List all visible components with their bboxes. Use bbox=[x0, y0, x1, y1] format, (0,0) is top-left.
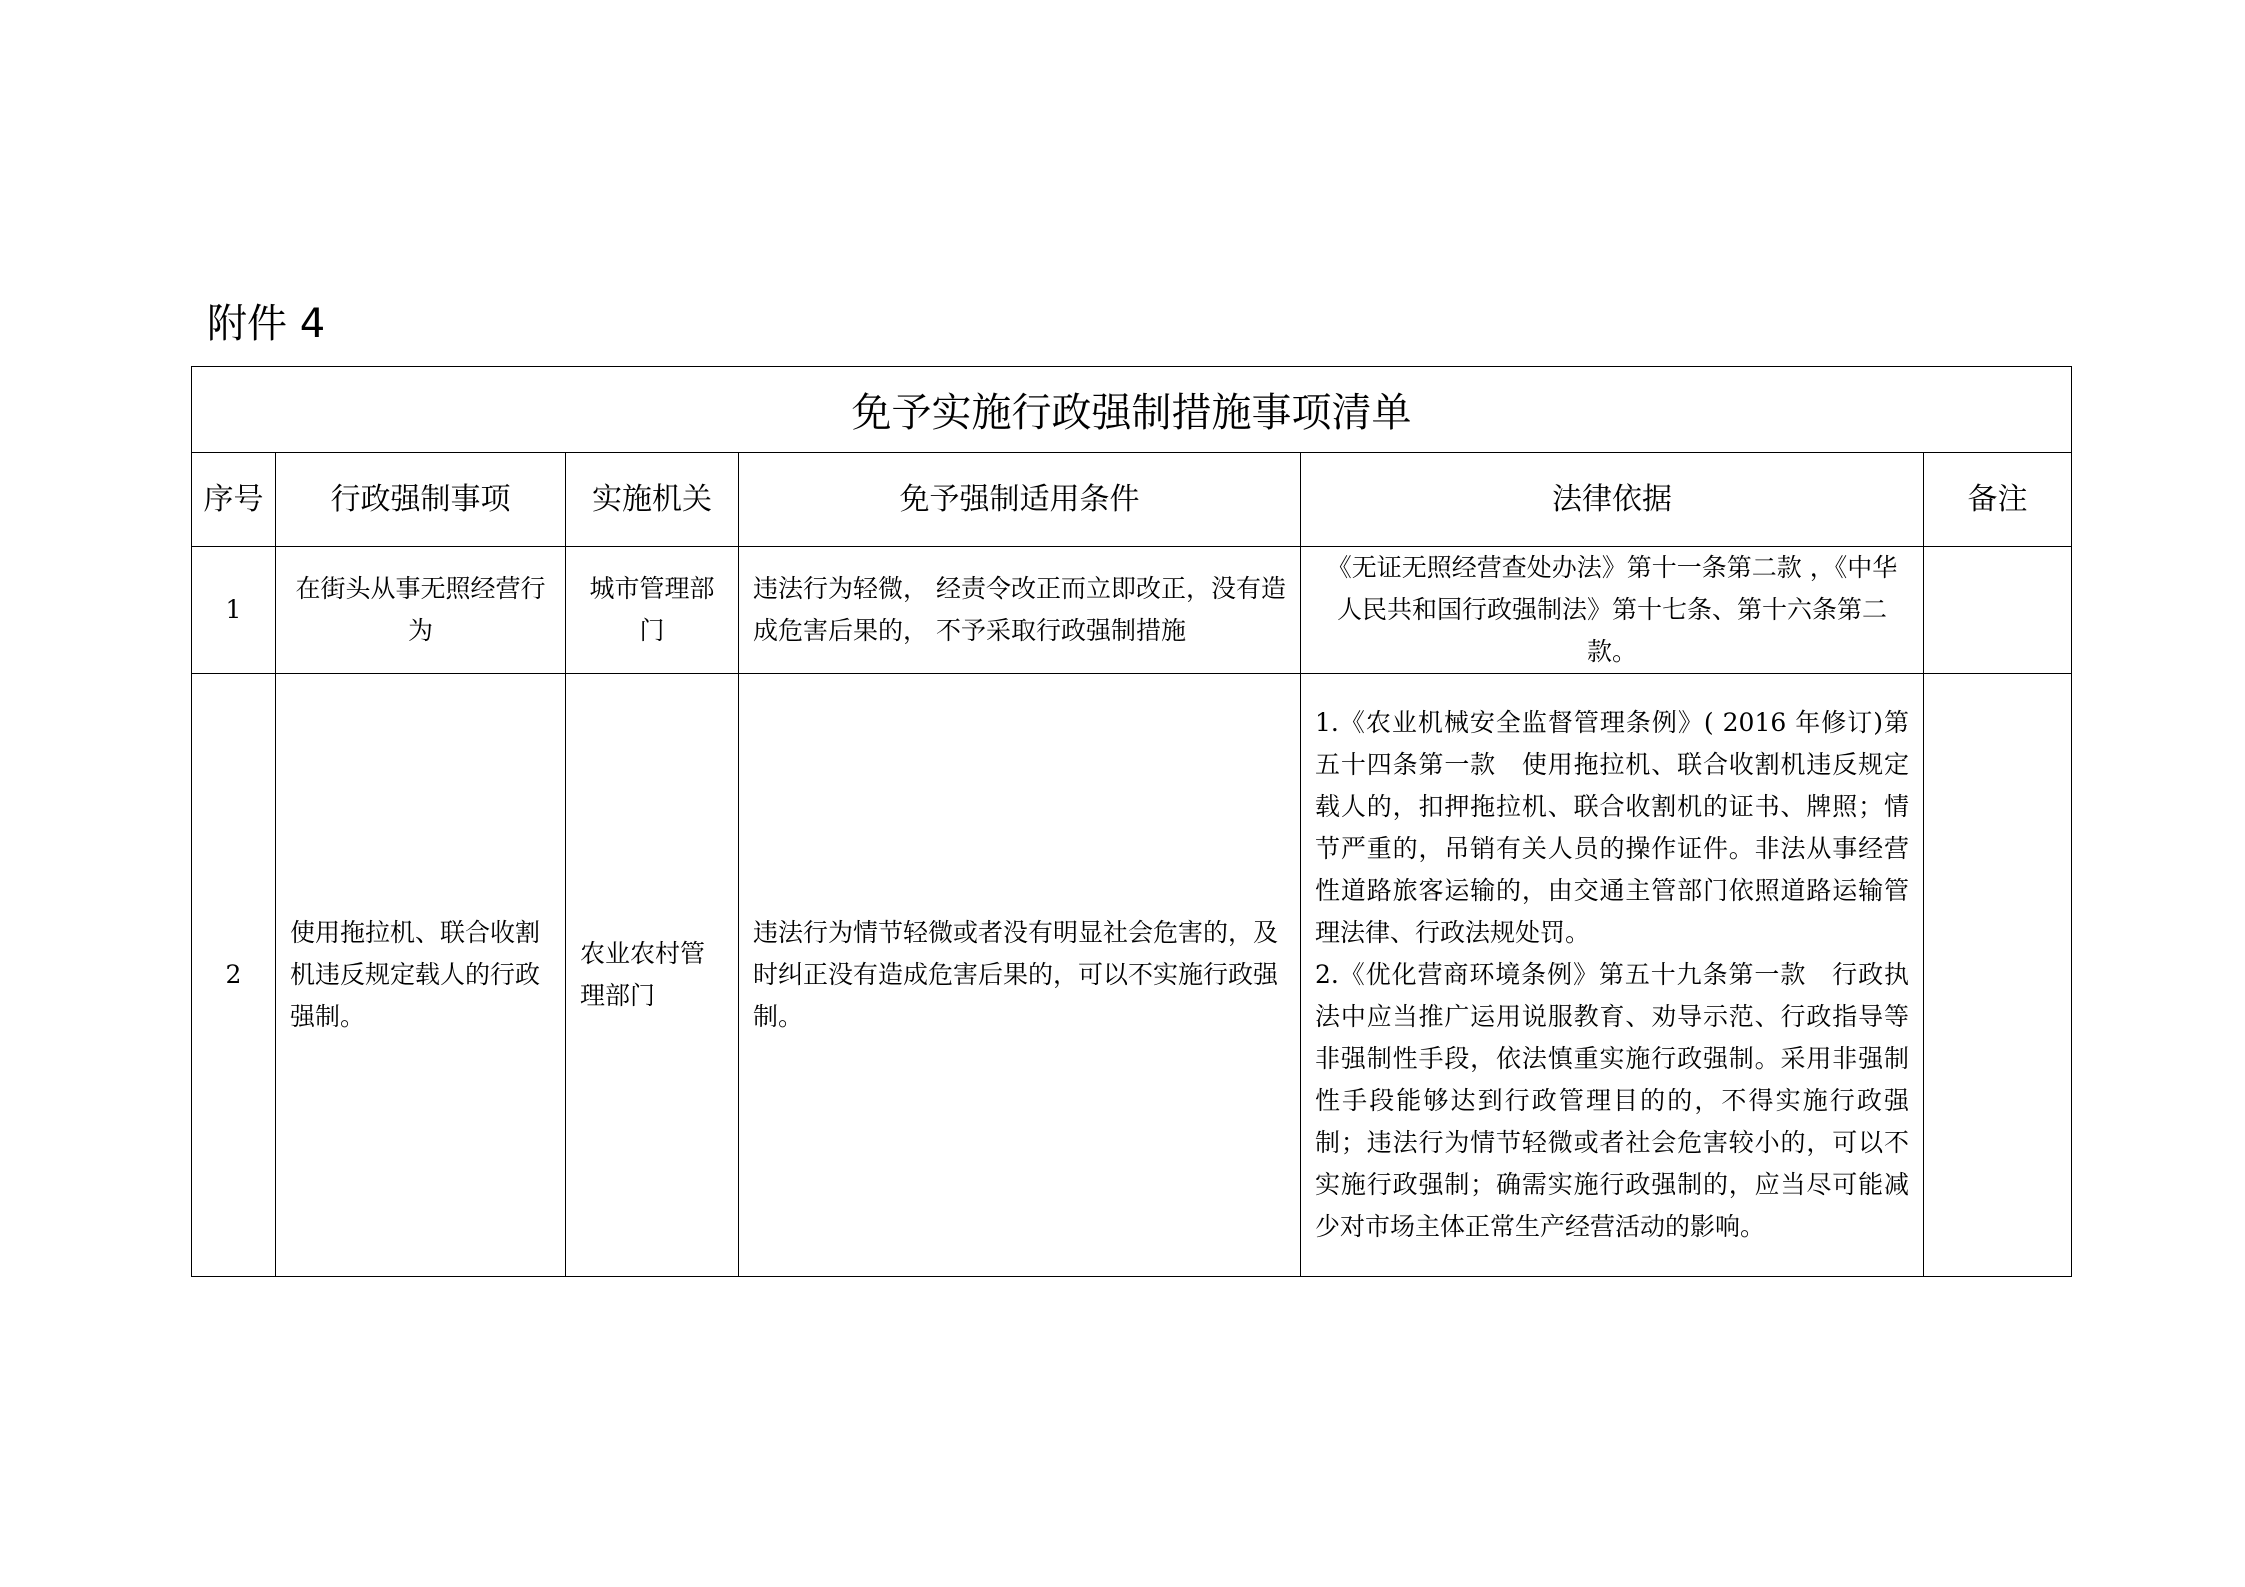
table-row bbox=[192, 674, 2072, 1277]
legal-basis-item-1: 1.《农业机械安全监督管理条例》( 2016 年修订)第五十四条第一款 使用拖拉机、联合收割机违反规定载人的，扣押拖拉机、联合收割机的证书、牌照；情节严重的，吊销有关人员的操作证件。非法从事经营性道路旅客运输的，由交通主管部门依照道路运输管理法律、行政法规处罚。 bbox=[1315, 708, 1909, 947]
row-item: 在街头从事无照经营行为 bbox=[276, 547, 566, 674]
header-remarks: 备注 bbox=[1924, 453, 2072, 547]
table-title: 免予实施行政强制措施事项清单 bbox=[192, 367, 2072, 453]
header-agency: 实施机关 bbox=[566, 453, 739, 547]
legal-basis-item-2: 2.《优化营商环境条例》第五十九条第一款 行政执法中应当推广运用说服教育、劝导示范、行政指导等非强制性手段，依法慎重实施行政强制。采用非强制性手段能够达到行政管理目的的，不得实施行政强制；违法行为情节轻微或者社会危害较小的，可以不实施行政强制；确需实施行政强制的，应当尽可能减少对市场主体正常生产经营活动的影响。 bbox=[1315, 960, 1909, 1241]
row-legal-basis: 《无证无照经营查处办法》第十一条第二款 ，《中华人民共和国行政强制法》第十七条、第十六条第二款。 bbox=[1301, 547, 1924, 674]
row-remarks bbox=[1924, 547, 2072, 674]
row-agency: 农业农村管理部门 bbox=[566, 674, 739, 1277]
row-seq: 1 bbox=[192, 547, 276, 674]
row-legal-basis bbox=[1301, 674, 1924, 1277]
row-condition: 违法行为轻微， 经责令改正而立即改正，没有造成危害后果的， 不予采取行政强制措施 bbox=[739, 547, 1301, 674]
row-item: 使用拖拉机、联合收割机违反规定载人的行政强制。 bbox=[276, 674, 566, 1277]
table-row bbox=[192, 547, 2072, 674]
header-legal-basis: 法律依据 bbox=[1301, 453, 1924, 547]
row-seq: 2 bbox=[192, 674, 276, 1277]
row-condition: 违法行为情节轻微或者没有明显社会危害的，及时纠正没有造成危害后果的，可以不实施行政强制。 bbox=[739, 674, 1301, 1277]
header-row bbox=[192, 453, 2072, 547]
header-item: 行政强制事项 bbox=[276, 453, 566, 547]
exemption-table bbox=[191, 366, 2072, 1277]
attachment-label: 附件 4 bbox=[207, 301, 326, 347]
header-condition: 免予强制适用条件 bbox=[739, 453, 1301, 547]
header-seq: 序号 bbox=[192, 453, 276, 547]
row-remarks bbox=[1924, 674, 2072, 1277]
row-agency: 城市管理部门 bbox=[566, 547, 739, 674]
